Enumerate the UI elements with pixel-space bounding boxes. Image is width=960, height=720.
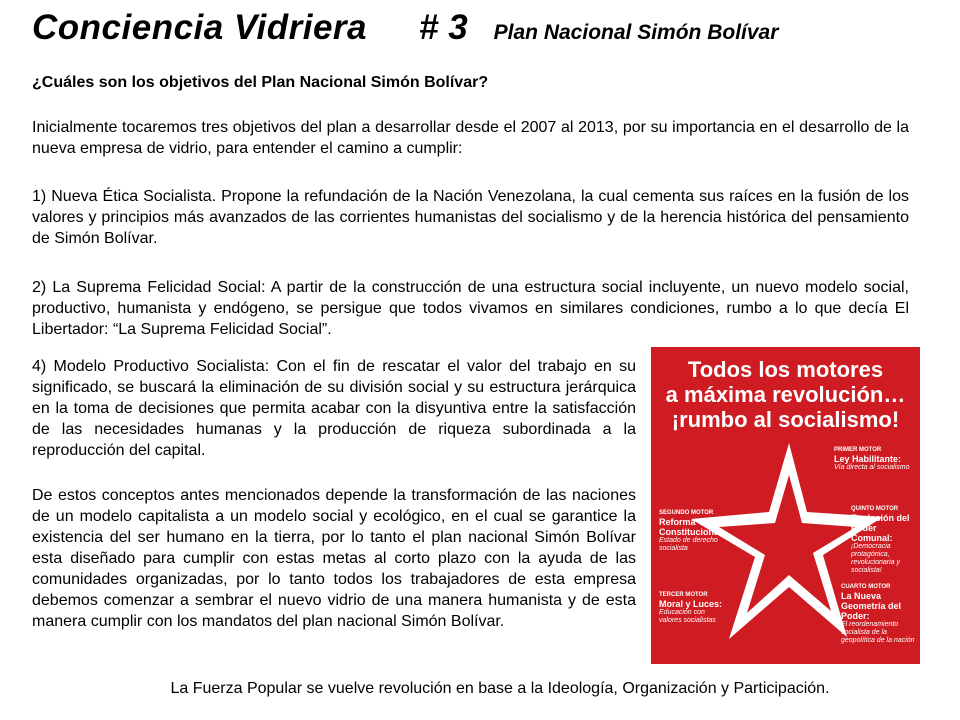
motor-4 <box>841 583 917 645</box>
motor-name: Ley Habilitante: <box>834 454 902 464</box>
intro-paragraph: Inicialmente tocaremos tres objetivos del plan a desarrollar desde el 2007 al 2013, por su importancia en el desarrollo de la nueva empresa de vidrio, para entender el camino a cumplir: <box>32 119 909 157</box>
motor-2 <box>659 509 737 553</box>
motor-desc: El reordenamiento socialista de la geopolítica de la nación <box>841 621 915 644</box>
motor-tag: TERCER MOTOR <box>659 592 708 598</box>
motor-name: Explosión del Poder Comunal: <box>851 513 910 543</box>
motor-3 <box>659 591 729 625</box>
question-heading: ¿Cuáles son los objetivos del Plan Nacional Simón Bolívar? <box>32 74 489 91</box>
conclusion-paragraph: De estos conceptos antes mencionados depende la transformación de las naciones de un modelo capitalista a un modelo social y ecológico, en el cual se garantice la existencia del ser humano en la tierra, por lo tanto el plan nacional Simón Bolívar esta diseñado para cumplir con estas metas al corto plazo con la ayuda de las comunidades organizadas, por lo tanto todos los trabajadores de esta empresa debemos comenzar a sembrar el nuevo vidrio de una manera humanista y de esta manera cumplir con los mandatos del plan nacional Simón Bolívar. <box>32 487 636 630</box>
document-title: Conciencia Vidriera <box>32 8 367 47</box>
motor-tag: SEGUNDO MOTOR <box>659 510 714 516</box>
motor-1 <box>834 446 914 472</box>
objective-1-paragraph: 1) Nueva Ética Socialista. Propone la refundación de la Nación Venezolana, la cual cementa sus raíces en la fusión de los valores y principios más avanzados de las corrientes humanistas del socialismo y de la herencia histórica del pensamiento de Simón Bolívar. <box>32 188 909 247</box>
objective-2-paragraph: 2) La Suprema Felicidad Social: A partir de la construcción de una estructura social incluyente, un nuevo modelo social, productivo, humanista y endógeno, se persigue que todos vivamos en similares condiciones, rumbo a lo que decía El Libertador: “La Suprema Felicidad Social”. <box>32 279 909 338</box>
poster-headline-line: ¡rumbo al socialismo! <box>671 407 900 432</box>
motor-tag: QUINTO MOTOR <box>851 506 899 512</box>
objective-4-paragraph: 4) Modelo Productivo Socialista: Con el fin de rescatar el valor del trabajo en su significado, se buscará la eliminación de su división social y su estructura jerárquica en la toma de decisiones que permita acabar con la disyuntiva entre la satisfacción de las necesidades humanas y la producción de riqueza subordinada a la reproducción del capital. <box>32 358 636 459</box>
motor-tag: PRIMER MOTOR <box>834 447 882 453</box>
document-subtitle: Plan Nacional Simón Bolívar <box>493 21 779 44</box>
poster-headline-line: Todos los motores <box>687 357 884 382</box>
issue-number: # 3 <box>419 8 468 47</box>
motor-desc: Estado de derecho socialista <box>659 537 718 552</box>
motor-name: Moral y Luces: <box>659 599 723 609</box>
header <box>32 8 778 48</box>
motor-desc: ¡Democracia protagónica, revolucionaria y socialista! <box>851 543 901 574</box>
motor-name: Reforma Constitucional: <box>659 517 725 537</box>
motor-tag: CUARTO MOTOR <box>841 584 891 590</box>
poster-image <box>651 347 920 664</box>
poster-headline-line: a máxima revolución… <box>665 382 906 407</box>
motor-name: La Nueva Geometría del Poder: <box>841 591 902 621</box>
motor-desc: Vía directa al socialismo <box>834 464 910 471</box>
motor-desc: Educación con valores socialistas <box>659 609 716 624</box>
footer-text: La Fuerza Popular se vuelve revolución en base a la Ideología, Organización y Participación. <box>170 680 830 697</box>
motor-5 <box>851 505 917 575</box>
